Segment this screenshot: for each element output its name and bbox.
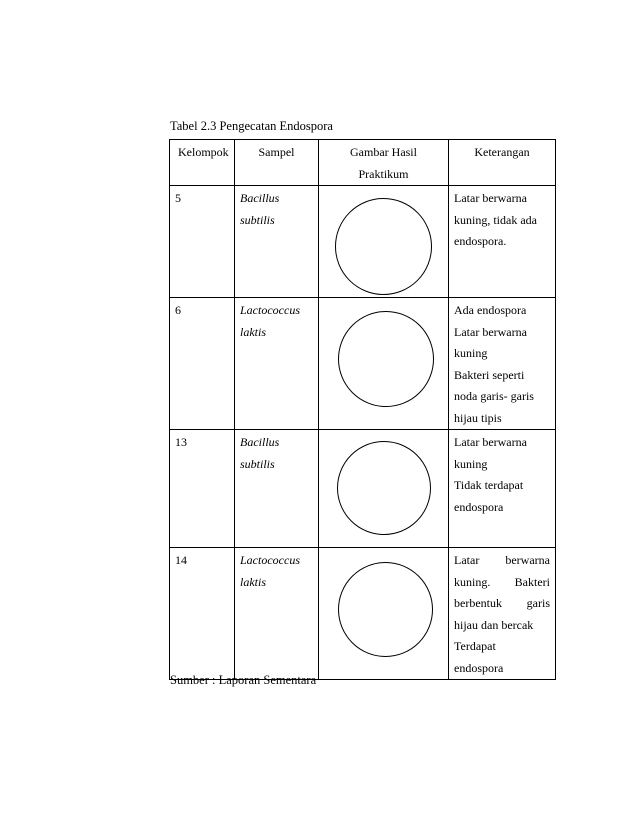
header-keterangan: Keterangan <box>449 140 556 186</box>
cell-gambar <box>319 298 449 430</box>
cell-kelompok: 5 <box>170 186 235 298</box>
keterangan-line: hijau dan bercak <box>454 617 534 632</box>
endospore-table <box>169 139 556 680</box>
cell-keterangan <box>449 186 556 298</box>
keterangan-line: Latar berwarna <box>454 435 527 449</box>
keterangan-line: kuning <box>454 346 488 360</box>
keterangan-line: kuning. Bakteri <box>454 574 550 589</box>
cell-sampel <box>235 430 319 548</box>
header-gambar <box>319 140 449 186</box>
keterangan-line: kuning, tidak ada <box>454 212 537 227</box>
table-row <box>170 548 556 680</box>
table-caption: Tabel 2.3 Pengecatan Endospora <box>170 119 333 133</box>
keterangan-line: Ada endospora <box>454 303 527 317</box>
sampel-genus: Lactococcus <box>240 303 300 317</box>
sampel-species: subtilis <box>240 456 275 471</box>
cell-kelompok: 13 <box>170 430 235 548</box>
header-sampel: Sampel <box>235 140 319 186</box>
sampel-species: subtilis <box>240 212 275 227</box>
cell-keterangan <box>449 298 556 430</box>
keterangan-line: Tidak terdapat <box>454 478 524 492</box>
keterangan-line: noda garis- garis <box>454 389 534 403</box>
keterangan-line: berbentuk garis <box>454 596 550 610</box>
result-circle-drawing <box>338 311 434 407</box>
sampel-species: laktis <box>240 324 266 339</box>
cell-keterangan <box>449 430 556 548</box>
keterangan-line: endospora <box>454 499 504 514</box>
cell-sampel <box>235 298 319 430</box>
result-circle-drawing <box>338 562 433 657</box>
keterangan-line: endospora <box>454 660 504 675</box>
sampel-genus: Bacillus <box>240 191 280 205</box>
keterangan-line: Latar berwarna <box>454 553 550 567</box>
sampel-species: laktis <box>240 574 266 589</box>
table-row <box>170 186 556 298</box>
cell-gambar <box>319 430 449 548</box>
keterangan-line: Latar berwarna <box>454 324 527 339</box>
sampel-genus: Lactococcus <box>240 553 300 567</box>
result-circle-drawing <box>335 198 432 295</box>
keterangan-line: endospora. <box>454 234 507 248</box>
cell-kelompok: 14 <box>170 548 235 680</box>
keterangan-line: hijau tipis <box>454 410 502 425</box>
keterangan-line: Terdapat <box>454 639 496 653</box>
keterangan-line: kuning <box>454 456 488 471</box>
cell-gambar <box>319 548 449 680</box>
cell-sampel <box>235 548 319 680</box>
result-circle-drawing <box>337 441 431 535</box>
table-row <box>170 298 556 430</box>
cell-gambar <box>319 186 449 298</box>
header-gambar-line2: Praktikum <box>358 166 409 181</box>
cell-kelompok: 6 <box>170 298 235 430</box>
cell-keterangan <box>449 548 556 680</box>
keterangan-line: Bakteri seperti <box>454 367 525 382</box>
sampel-genus: Bacillus <box>240 435 280 449</box>
header-gambar-line1: Gambar Hasil <box>350 145 417 159</box>
table-row <box>170 430 556 548</box>
table-source-note: Sumber : Laporan Sementara <box>170 673 317 687</box>
keterangan-line: Latar berwarna <box>454 191 527 205</box>
cell-sampel <box>235 186 319 298</box>
table-header-row <box>170 140 556 186</box>
header-kelompok: Kelompok <box>170 140 235 186</box>
